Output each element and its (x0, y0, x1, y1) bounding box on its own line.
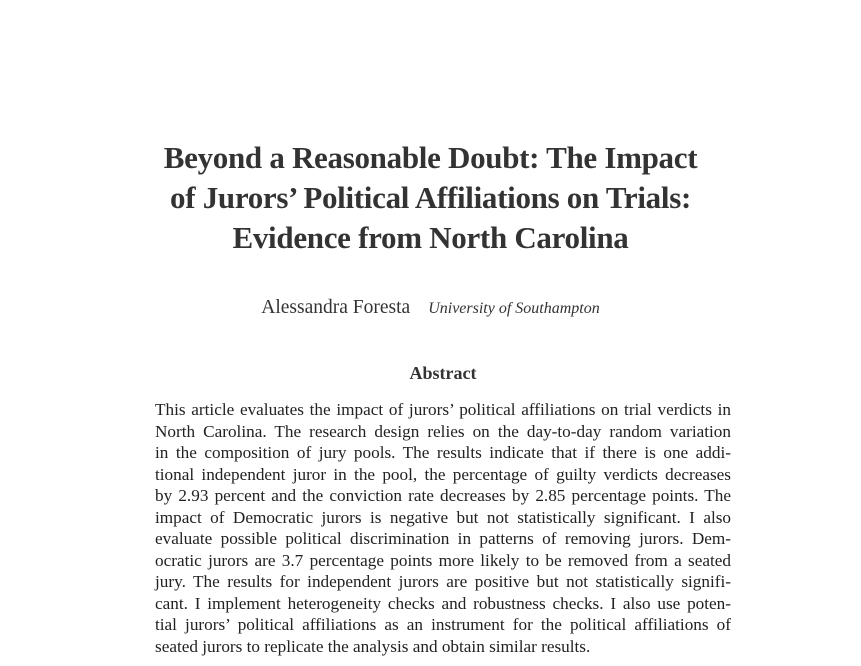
abstract-line: impact of Democratic jurors is negative but not statistically significant. I also (155, 507, 731, 527)
abstract-line: seated jurors to replicate the analysis and obtain similar results. (155, 636, 591, 656)
byline (0, 297, 861, 319)
abstract-line: North Carolina. The research design relies on the day-to-day random variation (155, 421, 731, 441)
title-line: Beyond a Reasonable Doubt: The Impact (163, 140, 698, 175)
abstract-line: evaluate possible political discrimination in patterns of removing jurors. Dem- (155, 529, 731, 548)
abstract-body (155, 399, 731, 657)
author-affiliation: University of Southampton (428, 300, 600, 317)
abstract-line: This article evaluates the impact of jurors’ political affiliations on trial verdicts in (155, 400, 731, 419)
abstract-line: tional independent juror in the pool, the percentage of guilty verdicts decreases (155, 464, 731, 484)
abstract-line: tial jurors’ political affiliations as an instrument for the political affiliations of (155, 615, 731, 634)
title-line: of Jurors’ Political Affiliations on Trials: (170, 180, 691, 215)
abstract-line: cant. I implement heterogeneity checks and robustness checks. I also use poten- (155, 593, 731, 613)
abstract-line: ocratic jurors are 3.7 percentage points more likely to be removed from a seated (155, 550, 731, 570)
author-name: Alessandra Foresta (261, 297, 411, 318)
abstract-heading: Abstract (409, 363, 477, 383)
abstract-line: in the composition of jury pools. The results indicate that if there is one addi- (155, 443, 731, 462)
paper-title (0, 138, 861, 258)
title-line: Evidence from North Carolina (232, 220, 629, 255)
abstract-line: jury. The results for independent jurors are positive but not statistically signifi- (155, 572, 731, 591)
abstract-line: by 2.93 percent and the conviction rate decreases by 2.85 percentage points. The (155, 486, 731, 505)
